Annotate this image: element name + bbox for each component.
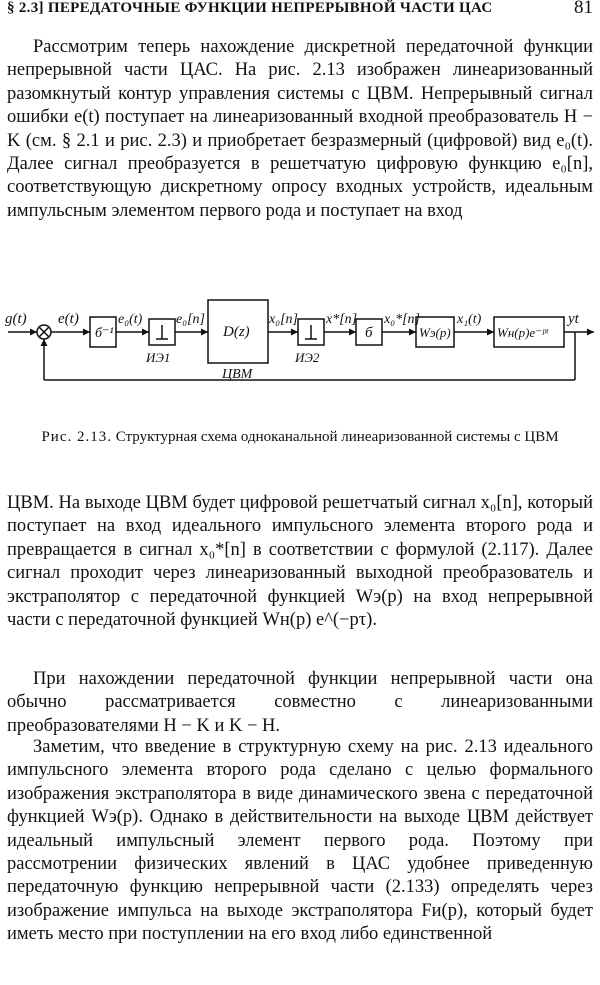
- signal-x1: x₁(t): [457, 312, 482, 327]
- signal-y: yt: [568, 311, 579, 327]
- block-dz-label: D(z): [223, 324, 250, 340]
- block-ie2-label: ИЭ2: [295, 350, 320, 365]
- block-ie1-label: ИЭ1: [146, 350, 171, 365]
- signal-e0t: e₀(t): [118, 312, 143, 327]
- block-diagram: [0, 290, 600, 420]
- signal-e0n: e₀[n]: [176, 312, 205, 327]
- signal-g: g(t): [5, 311, 27, 327]
- block-wn-label: Wн(p)e⁻ᵖᵗ: [497, 325, 548, 340]
- page-header: [7, 0, 593, 22]
- block-we-label: Wэ(p): [419, 325, 451, 340]
- running-head: § 2.3] ПЕРЕДАТОЧНЫЕ ФУНКЦИИ НЕПРЕРЫВНОЙ ЧАСТИ ЦАС: [7, 0, 493, 16]
- paragraph-2: ЦВМ. На выходе ЦВМ будет цифровой решетчатый сигнал x₀[n], который поступает на вход идеального импульсного элемента второго рода и превращается в сигнал x₀*[n] в соответствии с формулой (2.117). Далее сигнал проходит через линеаризованный выходной преобразователь и экстраполятор с передаточной функцией Wэ(p) на вход непрерывной части с передаточной функцией Wн(p) e^(−pτ).: [7, 493, 593, 631]
- block-b2-label: б: [365, 325, 373, 341]
- signal-x0n: x₀[n]: [269, 312, 298, 327]
- paragraph-3: При нахождении передаточной функции непрерывной части она обычно рассматривается совместно с линеаризованными преобразователями H − K и K − H.: [7, 669, 593, 736]
- figure-caption: [7, 428, 593, 447]
- caption-text: Структурная схема одноканальной линеаризованной системы с ЦВМ: [115, 429, 559, 445]
- paragraph-4: Заметим, что введение в структурную схему на рис. 2.13 идеального импульсного элемента второго рода сделано с целью формального изображения экстраполятора в виде динамического звена с передаточной функцией Wэ(p). Однако в действительности на выходе ЦВМ действует идеальный импульсный элемент первого рода. Поэтому при рассмотрении физических явлений в ЦАС удобнее приведенную передаточную функцию непрерывной части (2.133) определять через изображение импульса на выходе экстраполятора Fи(p), который будет иметь место при поступлении на его вход либо единственной: [7, 737, 593, 945]
- signal-e: e(t): [58, 311, 79, 327]
- signal-x0star: x₀*[n]: [384, 312, 420, 327]
- caption-label: Рис. 2.13.: [41, 429, 112, 445]
- page-number: 81: [574, 0, 593, 18]
- paragraph-1: Рассмотрим теперь нахождение дискретной передаточной функции непрерывной части ЦАС. На рис. 2.13 изображен линеаризованный разомкнутый контур управления системы с ЦВМ. Непрерывный сигнал ошибки e(t) поступает на линеаризованный входной преобразователь H − K (см. § 2.1 и рис. 2.3) и приобретает безразмерный (цифровой) вид e₀(t). Далее сигнал преобразуется в решетчатую цифровую функцию e₀[n], соответствующую дискретному опросу входных устройств, идеальным импульсным элементом первого рода и поступает на вход: [7, 37, 593, 221]
- signal-xstar: x*[n]: [326, 312, 358, 327]
- block-cvm-label: ЦВМ: [222, 367, 253, 382]
- block-b1-label: б⁻¹: [95, 326, 114, 341]
